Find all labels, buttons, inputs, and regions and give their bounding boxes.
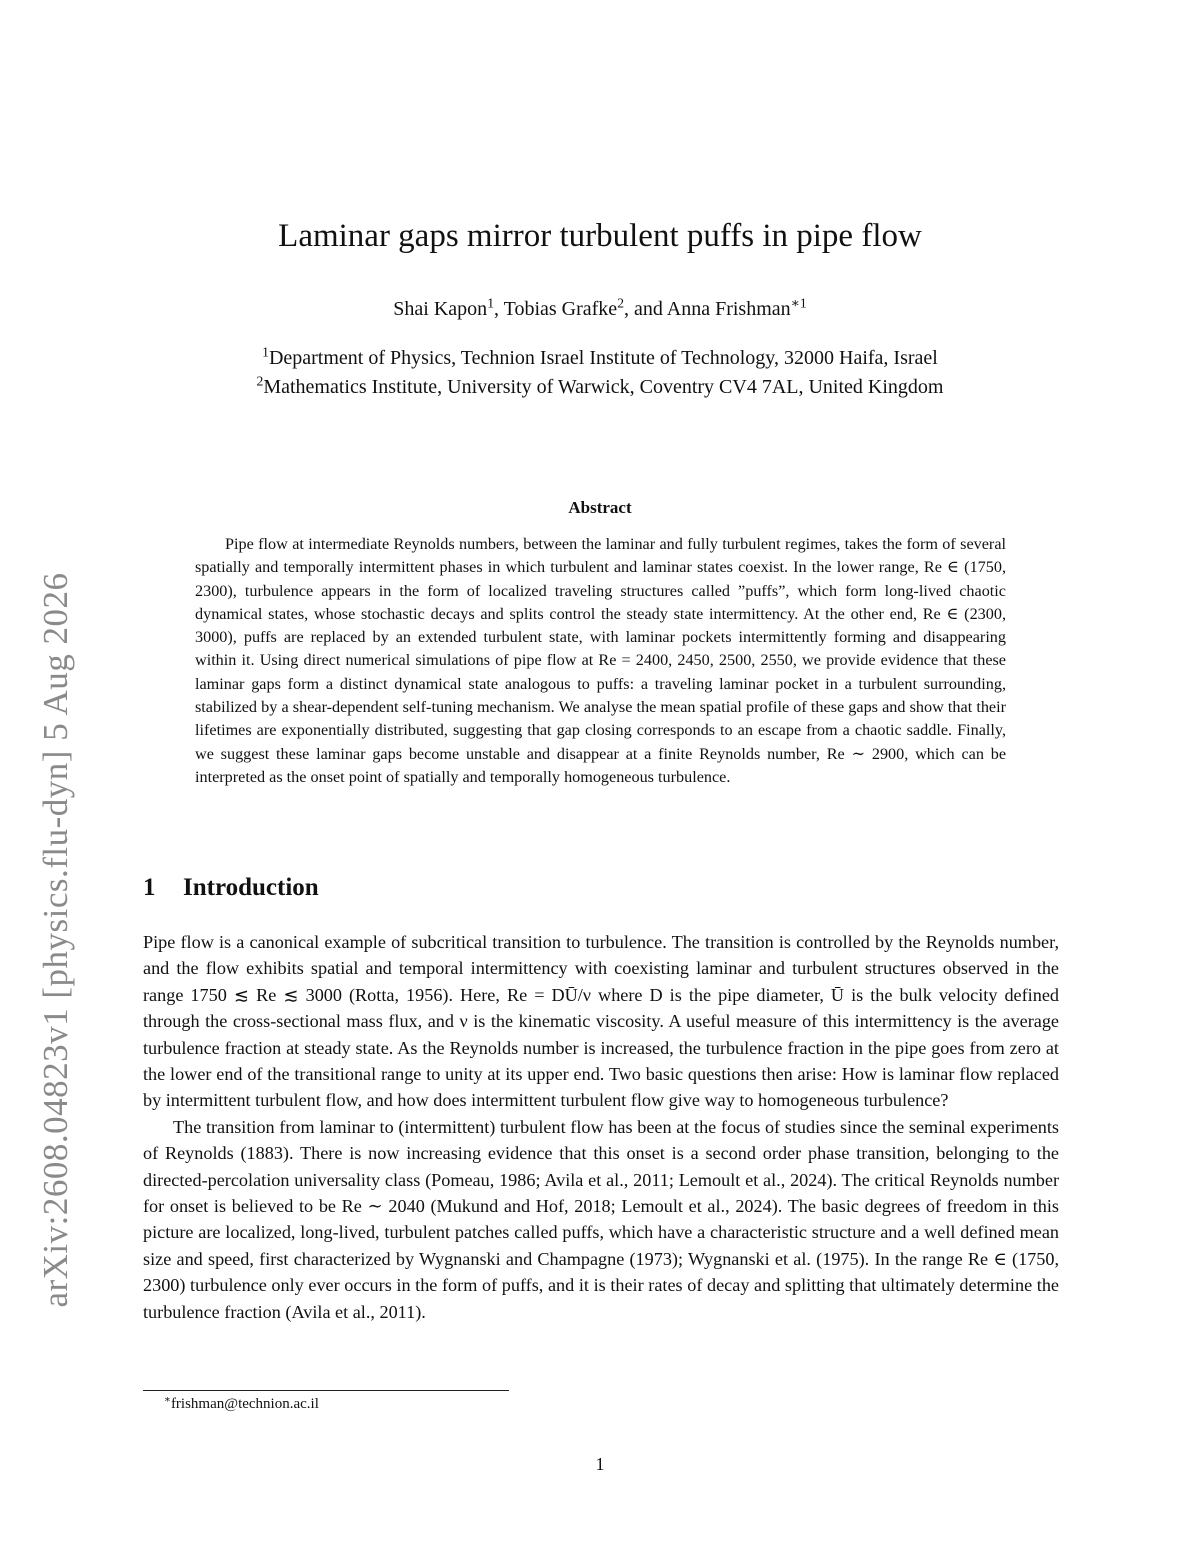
affiliation-text: Department of Physics, Technion Israel Institute of Technology, 32000 Haifa, Israel — [268, 347, 938, 369]
footnote-email[interactable]: frishman@technion.ac.il — [170, 1396, 319, 1412]
arxiv-identifier: arXiv:2608.04823v1 [physics.flu-dyn] 5 Aug 2026 — [36, 572, 75, 1308]
author-affiliation-mark: 1 — [487, 295, 494, 311]
author-affiliation-mark: ∗1 — [790, 295, 807, 311]
body-paragraph: Pipe flow is a canonical example of subcritical transition to turbulence. The transition is controlled by the Reynolds number, and the flow exhibits spatial and temporal intermittency with coexisting laminar and turbulent structures observed in the range 1750 ≲ Re ≲ 3000 (Rotta, 1956). Here, Re = DŪ/ν where D is the pipe diameter, Ū is the bulk velocity defined through the cross-sectional mass flux, and ν is the kinematic viscosity. A useful measure of this intermittency is the average turbulence fraction at steady state. As the Reynolds number is increased, the turbulence fraction in the pipe goes from zero at the lower end of the transitional range to unity at its upper end. Two basic questions then arise: How is laminar flow replaced by intermittent turbulent flow, and how does intermittent turbulent flow give way to homogeneous turbulence? — [143, 932, 1059, 1111]
affiliation-text: Mathematics Institute, University of Warwick, Coventry CV4 7AL, United Kingdom — [263, 376, 944, 398]
author-affiliation-mark: 2 — [617, 295, 624, 311]
section-number: 1 — [143, 874, 156, 901]
author-name: Shai Kapon — [393, 298, 488, 320]
footnote-rule — [143, 1390, 509, 1391]
abstract-text: Pipe flow at intermediate Reynolds numbers, between the laminar and fully turbulent regimes, takes the form of several spatially and temporally intermittent phases in which turbulent and laminar states coexist. In the lower range, Re ∈ (1750, 2300), turbulence appears in the form of localized traveling structures called ”puffs”, which form long-lived chaotic dynamical states, whose stochastic decays and splits control the steady state intermittency. At the other end, Re ∈ (2300, 3000), puffs are replaced by an extended turbulent state, with laminar pockets intermittently forming and disappearing within it. Using direct numerical simulations of pipe flow at Re = 2400, 2450, 2500, 2550, we provide evidence that these laminar gaps form a distinct dynamical state analogous to puffs: a traveling laminar pocket in a turbulent surrounding, stabilized by a shear-dependent self-tuning mechanism. We analyse the mean spatial profile of these gaps and show that their lifetimes are exponentially distributed, suggesting that gap closing corresponds to an escape from a chaotic saddle. Finally, we suggest these laminar gaps become unstable and disappear at a finite Reynolds number, Re ∼ 2900, which can be interpreted as the onset point of spatially and temporally homogeneous turbulence. — [195, 535, 1006, 786]
section-title: Introduction — [183, 874, 319, 901]
author-separator: , and — [623, 298, 667, 320]
author-list — [0, 295, 1200, 321]
affiliation-list — [0, 344, 1200, 402]
section-body — [143, 929, 1059, 1325]
affiliation-mark: 1 — [262, 344, 269, 360]
affiliation-mark: 2 — [256, 373, 264, 389]
author-separator: , — [493, 298, 504, 320]
abstract-heading: Abstract — [568, 498, 632, 517]
arxiv-sidebar — [28, 530, 84, 1350]
footnote-mark: ∗ — [164, 1394, 171, 1406]
affiliation — [0, 344, 1200, 373]
paper-title: Laminar gaps mirror turbulent puffs in pipe flow — [278, 218, 922, 254]
body-paragraph: The transition from laminar to (intermittent) turbulent flow has been at the focus of studies since the seminal experiments of Reynolds (1883). There is now increasing evidence that this onset is a second order phase transition, belonging to the directed-percolation universality class (Pomeau, 1986; Avila et al., 2011; Lemoult et al., 2024). The critical Reynolds number for onset is believed to be Re ∼ 2040 (Mukund and Hof, 2018; Lemoult et al., 2024). The basic degrees of freedom in this picture are localized, long-lived, turbulent patches called puffs, which have a characteristic structure and a well defined mean size and speed, first characterized by Wygnanski and Champagne (1973); Wygnanski et al. (1975). In the range Re ∈ (1750, 2300) turbulence only ever occurs in the form of puffs, and it is their rates of decay and splitting that ultimately determine the turbulence fraction (Avila et al., 2011). — [143, 1116, 1059, 1322]
footnote — [164, 1396, 319, 1413]
affiliation — [0, 373, 1200, 402]
author-name: Anna Frishman — [666, 298, 791, 320]
page-number: 1 — [595, 1454, 605, 1474]
section-heading — [143, 874, 319, 902]
author-name: Tobias Grafke — [503, 298, 618, 320]
